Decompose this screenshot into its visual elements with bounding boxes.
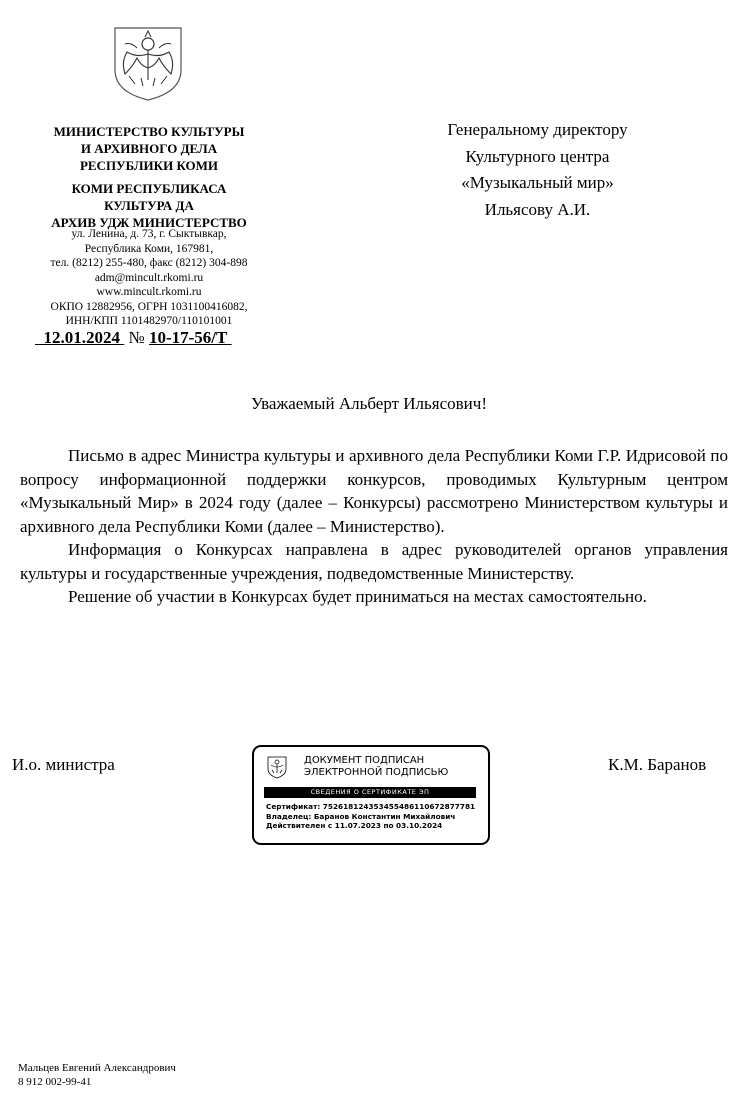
executor-phone: 8 912 002-99-41 xyxy=(18,1075,92,1088)
signatory-title: И.о. министра xyxy=(12,755,115,774)
stamp-heading-line: ДОКУМЕНТ ПОДПИСАН xyxy=(304,755,425,766)
sender-org-komi-line: АРХИВ УДЖ МИНИСТЕРСТВО xyxy=(51,215,247,230)
contact-line: ул. Ленина, д. 73, г. Сыктывкар, xyxy=(71,228,227,240)
sender-org-komi-line: КОМИ РЕСПУБЛИКАСА xyxy=(71,181,227,196)
signatory-name: К.М. Баранов xyxy=(608,755,707,774)
stamp-emblem-icon xyxy=(266,755,288,779)
sender-org-name xyxy=(20,123,278,174)
contact-email: adm@mincult.rkomi.ru xyxy=(94,271,204,284)
registration-date xyxy=(35,328,124,347)
contact-website: www.mincult.rkomi.ru xyxy=(96,286,202,298)
addressee-line: Генеральному директору xyxy=(447,120,628,139)
e-signature-stamp xyxy=(252,745,490,845)
stamp-certificate-info xyxy=(266,802,488,831)
body-paragraph: Решение об участии в Конкурсах будет приниматься на местах самостоятельно. xyxy=(68,587,647,606)
sender-org-komi-line: КУЛЬТУРА ДА xyxy=(104,198,194,213)
executor-name: Мальцев Евгений Александрович xyxy=(18,1062,176,1074)
addressee-line: Ильясову А.И. xyxy=(484,199,591,219)
contact-line: тел. (8212) 255-480, факс (8212) 304-898 xyxy=(50,257,248,269)
stamp-certificate: Сертификат: 752618124353455486110672877781 xyxy=(266,802,476,811)
addressee-line: Культурного центра xyxy=(465,146,610,166)
stamp-heading-line: ЭЛЕКТРОННОЙ ПОДПИСЬЮ xyxy=(304,767,449,778)
sender-org-line: РЕСПУБЛИКИ КОМИ xyxy=(79,158,219,173)
sender-org-line: И АРХИВНОГО ДЕЛА xyxy=(80,141,218,156)
registration-number-value: 10-17-56/Т xyxy=(148,328,228,347)
letter-body xyxy=(20,444,728,609)
sender-contacts xyxy=(20,227,278,329)
addressee-line: «Музыкальный мир» xyxy=(461,173,614,192)
body-paragraph: Письмо в адрес Министра культуры и архивного дела Республики Коми Г.Р. Идрисовой по вопросу информационной поддержки конкурсов, проводимых Культурным центром «Музыкальный Мир» в 2024 году (далее – Конкурсы) рассмотрено Министерством культуры и архивного дела Республики Коми (далее – Министерство). xyxy=(20,446,728,536)
sender-org-line: МИНИСТЕРСТВО КУЛЬТУРЫ xyxy=(53,124,245,139)
contact-line: ИНН/КПП 1101482970/110101001 xyxy=(65,315,233,327)
sender-org-name-komi xyxy=(20,180,278,231)
stamp-heading xyxy=(304,755,448,779)
salutation: Уважаемый Альберт Ильясович! xyxy=(251,394,487,413)
contact-line: ОКПО 12882956, ОГРН 1031100416082, xyxy=(50,300,248,313)
registration-number-sign: № xyxy=(128,328,145,347)
contact-line: Республика Коми, 167981, xyxy=(84,242,214,255)
registration-number xyxy=(149,328,232,347)
body-paragraph: Информация о Конкурсах направлена в адрес руководителей органов управления культуры и государственные учреждения, подведомственные Министерству. xyxy=(20,540,728,583)
stamp-validity: Действителен с 11.07.2023 по 03.10.2024 xyxy=(266,821,443,831)
registration-line xyxy=(35,328,232,348)
stamp-owner: Владелец: Баранов Константин Михайлович xyxy=(266,811,456,821)
executor-info xyxy=(18,1062,176,1089)
coat-of-arms-icon xyxy=(107,22,189,102)
addressee-block xyxy=(400,117,675,223)
stamp-info-bar: СВЕДЕНИЯ О СЕРТИФИКАТЕ ЭП xyxy=(264,787,476,798)
registration-date-value: 12.01.2024 xyxy=(43,328,120,347)
